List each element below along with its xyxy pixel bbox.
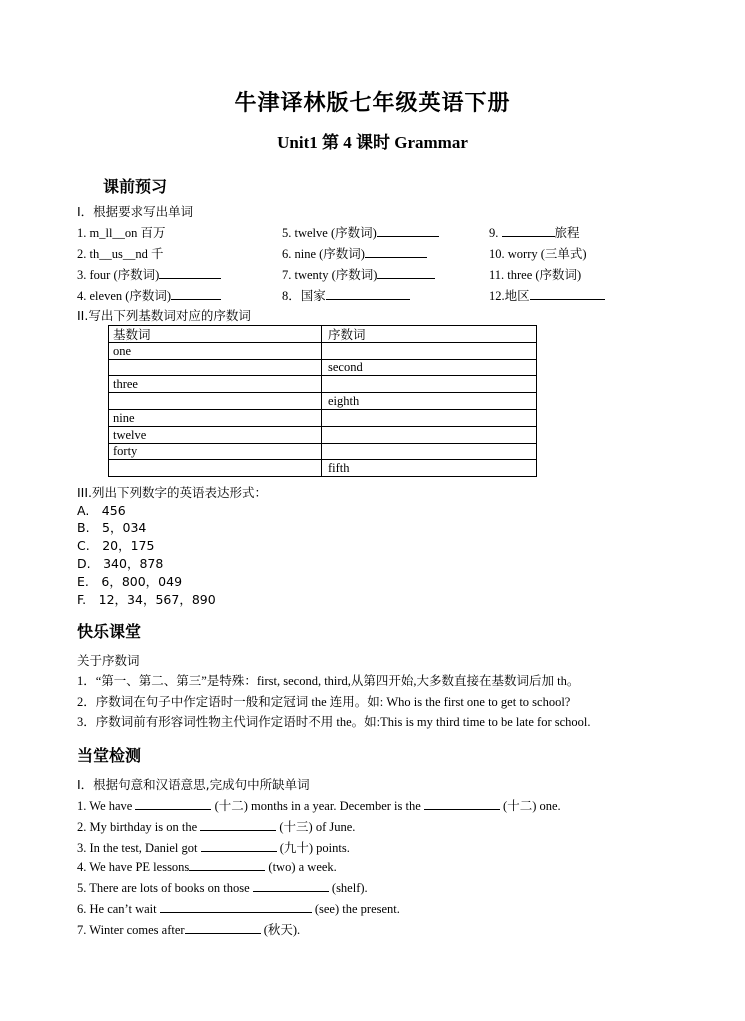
table-cell-cardinal[interactable]: twelve	[109, 426, 322, 443]
part2-heading: II.写出下列基数词对应的序数词	[77, 308, 251, 323]
answer-blank[interactable]	[189, 858, 265, 871]
word-item-8: 8．国家	[282, 286, 410, 304]
word-item-9: 9. 旅程	[489, 226, 580, 240]
word-item-7: 7. twenty (序数词)	[282, 265, 435, 283]
page-title: 牛津译林版七年级英语下册	[234, 91, 511, 116]
table-cell-cardinal[interactable]	[109, 460, 322, 477]
section-heading-test: 当堂检测	[77, 746, 142, 765]
table-cell-ordinal[interactable]: second	[322, 359, 537, 376]
table-cell-ordinal[interactable]: eighth	[322, 393, 537, 410]
answer-blank[interactable]	[530, 287, 605, 300]
test-item: 7. Winter comes after (秋天).	[77, 923, 301, 937]
answer-blank[interactable]	[135, 797, 211, 810]
word-item-12: 12.地区	[489, 286, 605, 304]
table-cell-ordinal[interactable]	[322, 376, 537, 393]
table-cell-cardinal[interactable]: one	[109, 342, 322, 359]
part3-heading: III.列出下列数字的英语表达形式：	[77, 485, 268, 500]
test-item: 3. In the test, Daniel got (九十) points.	[77, 841, 350, 855]
table-cell-ordinal[interactable]	[322, 342, 537, 359]
table-cell-cardinal[interactable]	[109, 359, 322, 376]
table-cell-ordinal[interactable]	[322, 409, 537, 426]
page-subtitle: Unit1 第 4 课时 Grammar	[277, 133, 468, 152]
answer-blank[interactable]	[377, 266, 435, 279]
number-item: A. 456	[77, 503, 126, 518]
table-row	[109, 359, 537, 376]
test-item: 6. He can’t wait (see) the present.	[77, 902, 400, 916]
table-cell-cardinal[interactable]	[109, 393, 322, 410]
word-item-4: 4. eleven (序数词)	[77, 286, 221, 304]
answer-blank[interactable]	[326, 287, 410, 300]
class-intro: 关于序数词	[77, 653, 140, 668]
answer-blank[interactable]	[171, 287, 221, 300]
word-item-3: 3. four (序数词)	[77, 265, 221, 283]
table-row	[109, 460, 537, 477]
grammar-point: 1．“第一、第二、第三”是特殊：first, second, third,从第四开始,大多数直接在基数词后加 th。	[77, 674, 580, 688]
table-row	[109, 376, 537, 393]
answer-blank[interactable]	[365, 245, 427, 258]
table-cell-cardinal[interactable]: three	[109, 376, 322, 393]
table-row	[109, 342, 537, 359]
table-header-cardinal: 基数词	[109, 326, 322, 343]
word-item-11: 11. three (序数词)	[489, 268, 582, 282]
number-item: C. 20，175	[77, 538, 155, 553]
table-row	[109, 426, 537, 443]
grammar-point: 2．序数词在句子中作定语时一般和定冠词 the 连用。如: Who is the first one to get to school?	[77, 695, 571, 709]
number-item: E. 6，800，049	[77, 574, 183, 589]
table-row	[109, 409, 537, 426]
answer-blank[interactable]	[185, 921, 261, 934]
table-cell-ordinal[interactable]	[322, 443, 537, 460]
section-heading-class: 快乐课堂	[77, 622, 142, 641]
ordinal-table	[108, 325, 537, 477]
answer-blank[interactable]	[159, 266, 221, 279]
word-item-6: 6. nine (序数词)	[282, 244, 427, 262]
answer-blank[interactable]	[253, 879, 329, 892]
test-item: 4. We have PE lessons (two) a week.	[77, 860, 337, 874]
table-cell-ordinal[interactable]: fifth	[322, 460, 537, 477]
table-header-row	[109, 326, 537, 343]
number-item: D. 340，878	[77, 556, 164, 571]
test-part1-heading: I．根据句意和汉语意思,完成句中所缺单词	[77, 777, 310, 792]
answer-blank[interactable]	[502, 224, 555, 237]
table-row	[109, 443, 537, 460]
answer-blank[interactable]	[200, 818, 276, 831]
answer-blank[interactable]	[201, 839, 277, 852]
word-item-2: 2. th__us__nd 千	[77, 247, 164, 261]
answer-blank[interactable]	[377, 224, 439, 237]
word-item-10: 10. worry (三单式)	[489, 247, 587, 261]
number-item: F. 12，34，567，890	[77, 592, 216, 607]
test-item: 2. My birthday is on the (十三) of June.	[77, 820, 356, 834]
section-heading-preview: 课前预习	[103, 177, 168, 196]
table-row	[109, 393, 537, 410]
number-item: B. 5，034	[77, 520, 147, 535]
part1-heading: I．根据要求写出单词	[77, 204, 194, 219]
answer-blank[interactable]	[160, 900, 312, 913]
word-item-5: 5. twelve (序数词)	[282, 223, 439, 241]
table-cell-cardinal[interactable]: forty	[109, 443, 322, 460]
answer-blank[interactable]	[424, 797, 500, 810]
word-item-1: 1. m_ll__on 百万	[77, 226, 166, 240]
table-header-ordinal: 序数词	[322, 326, 537, 343]
grammar-point: 3．序数词前有形容词性物主代词作定语时不用 the。如:This is my third time to be late for school.	[77, 715, 591, 729]
test-item: 1. We have (十二) months in a year. December is the (十二) one.	[77, 799, 561, 813]
test-item: 5. There are lots of books on those (shelf).	[77, 881, 368, 895]
table-cell-ordinal[interactable]	[322, 426, 537, 443]
table-cell-cardinal[interactable]: nine	[109, 409, 322, 426]
